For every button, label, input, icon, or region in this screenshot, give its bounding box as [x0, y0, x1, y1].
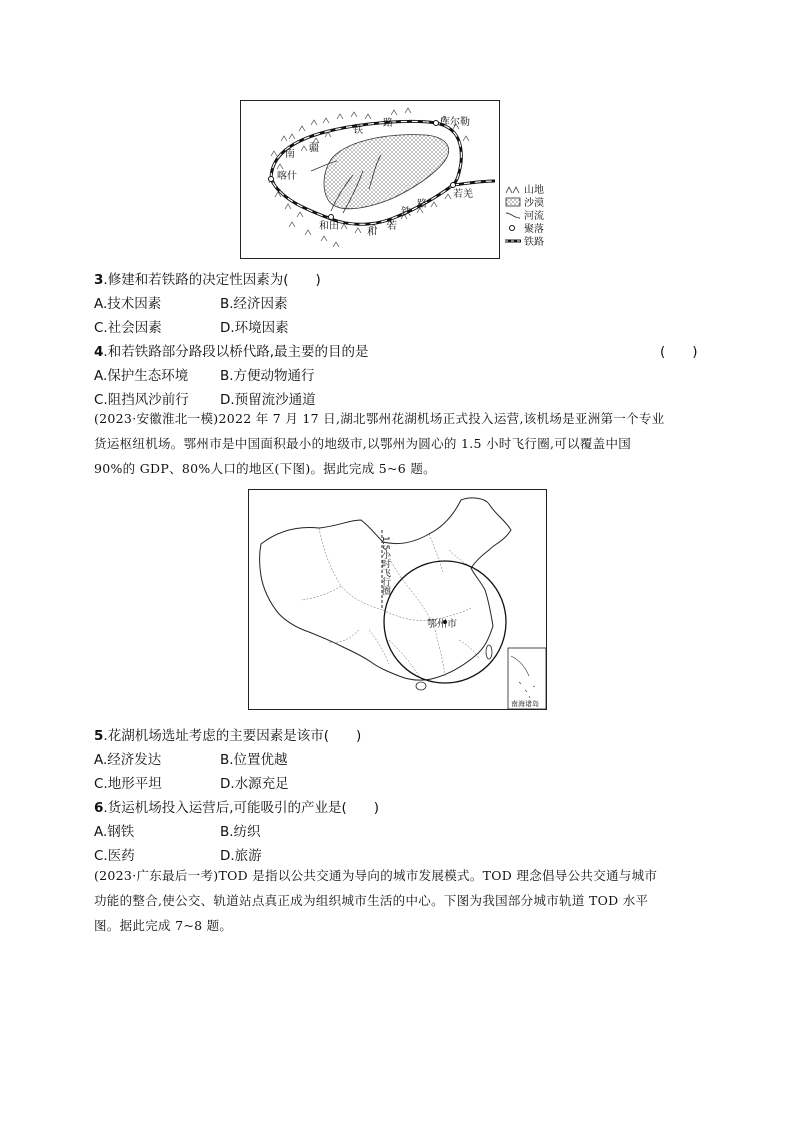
question-number: 6: [94, 800, 104, 816]
question-number: 4: [94, 344, 104, 360]
label-jiang: 疆: [309, 143, 319, 154]
option-a[interactable]: A.钢铁: [94, 824, 135, 840]
label-lu1: 路: [383, 118, 393, 129]
option-c[interactable]: C.地形平坦: [94, 776, 162, 792]
railway-map-figure: [240, 100, 500, 259]
taiwan-island: [486, 645, 492, 659]
inset-label: 南海诸岛: [511, 700, 539, 708]
legend-label: 铁路: [524, 237, 544, 248]
answer-paren: ( ): [660, 344, 698, 360]
legend-label: 山地: [524, 185, 544, 196]
passage-line: (2023·广东最后一考)TOD 是指以公共交通为导向的城市发展模式。TOD 理念倡导公共交通与城市: [94, 868, 658, 883]
passage-line: 功能的整合,使公交、轨道站点真正成为组织城市生活的中心。下图为我国部分城市轨道 TOD 水平: [94, 893, 649, 908]
passage-ezhou: [94, 406, 704, 481]
question-6: [94, 796, 379, 816]
question-stem: .花湖机场选址考虑的主要因素是该市( ): [103, 728, 362, 744]
passage-line: 货运枢纽机场。鄂州市是中国面积最小的地级市,以鄂州为圆心的 1.5 小时飞行圈,可以覆盖中国: [94, 436, 632, 451]
label-hetian: 和田: [319, 221, 339, 232]
river-icon: [504, 210, 524, 220]
option-d[interactable]: D.预留流沙通道: [220, 392, 316, 408]
passage-tod: [94, 863, 704, 938]
passage-line: 图。据此完成 7~8 题。: [94, 918, 233, 933]
hainan-island: [416, 682, 426, 690]
desert-area: [324, 135, 449, 209]
question-number: 3: [94, 272, 104, 288]
label-lu2: 路: [417, 199, 427, 210]
option-a[interactable]: A.技术因素: [94, 296, 162, 312]
passage-line: (2023·安徽淮北一模)2022 年 7 月 17 日,湖北鄂州花湖机场正式投入运营,该机场是亚洲第一个专业: [94, 411, 665, 426]
label-kuerle: 库尔勒: [440, 117, 470, 128]
desert-icon: [504, 197, 524, 207]
option-b[interactable]: B.方便动物通行: [220, 368, 315, 384]
option-c[interactable]: C.社会因素: [94, 320, 162, 336]
option-d[interactable]: D.水源充足: [220, 776, 289, 792]
label-kashi: 喀什: [277, 171, 297, 182]
province-boundaries: [301, 528, 479, 676]
legend-label: 沙漠: [524, 198, 544, 209]
map-legend: [504, 182, 574, 247]
china-map-figure: [248, 489, 547, 710]
label-ruo: 若: [387, 221, 397, 232]
legend-label: 河流: [524, 211, 544, 222]
legend-label: 聚落: [524, 224, 544, 235]
passage-line: 90%的 GDP、80%人口的地区(下图)。据此完成 5~6 题。: [94, 461, 436, 476]
railway-map: [241, 101, 499, 258]
label-tie1: 铁: [353, 125, 363, 136]
option-d[interactable]: D.旅游: [220, 848, 262, 864]
option-c[interactable]: C.阻挡风沙前行: [94, 392, 189, 408]
label-nan: 南: [285, 149, 295, 160]
city-label: 鄂州市: [427, 619, 457, 630]
question-stem: .修建和若铁路的决定性因素为( ): [103, 272, 321, 288]
option-d[interactable]: D.环境因素: [220, 320, 289, 336]
flight-circle-label: 1.5小时飞行圈: [380, 536, 390, 596]
label-ruoqiang: 若羌: [453, 189, 473, 200]
legend-item: [504, 234, 574, 247]
option-a[interactable]: A.经济发达: [94, 752, 162, 768]
mountain-icon: [504, 184, 524, 194]
question-3: [94, 268, 321, 288]
china-map: [249, 490, 546, 709]
option-b[interactable]: B.位置优越: [220, 752, 288, 768]
label-he: 和: [367, 227, 377, 238]
question-number: 5: [94, 728, 104, 744]
option-c[interactable]: C.医药: [94, 848, 135, 864]
question-4: [94, 340, 369, 360]
question-stem: .货运机场投入运营后,可能吸引的产业是( ): [103, 800, 380, 816]
label-tie2: 铁: [401, 207, 411, 218]
option-a[interactable]: A.保护生态环境: [94, 368, 189, 384]
question-stem: .和若铁路部分路段以桥代路,最主要的目的是: [103, 344, 369, 360]
question-5: [94, 724, 361, 744]
option-b[interactable]: B.纺织: [220, 824, 261, 840]
settlement-icon: [504, 223, 524, 233]
option-b[interactable]: B.经济因素: [220, 296, 288, 312]
railway-icon: [504, 236, 524, 246]
